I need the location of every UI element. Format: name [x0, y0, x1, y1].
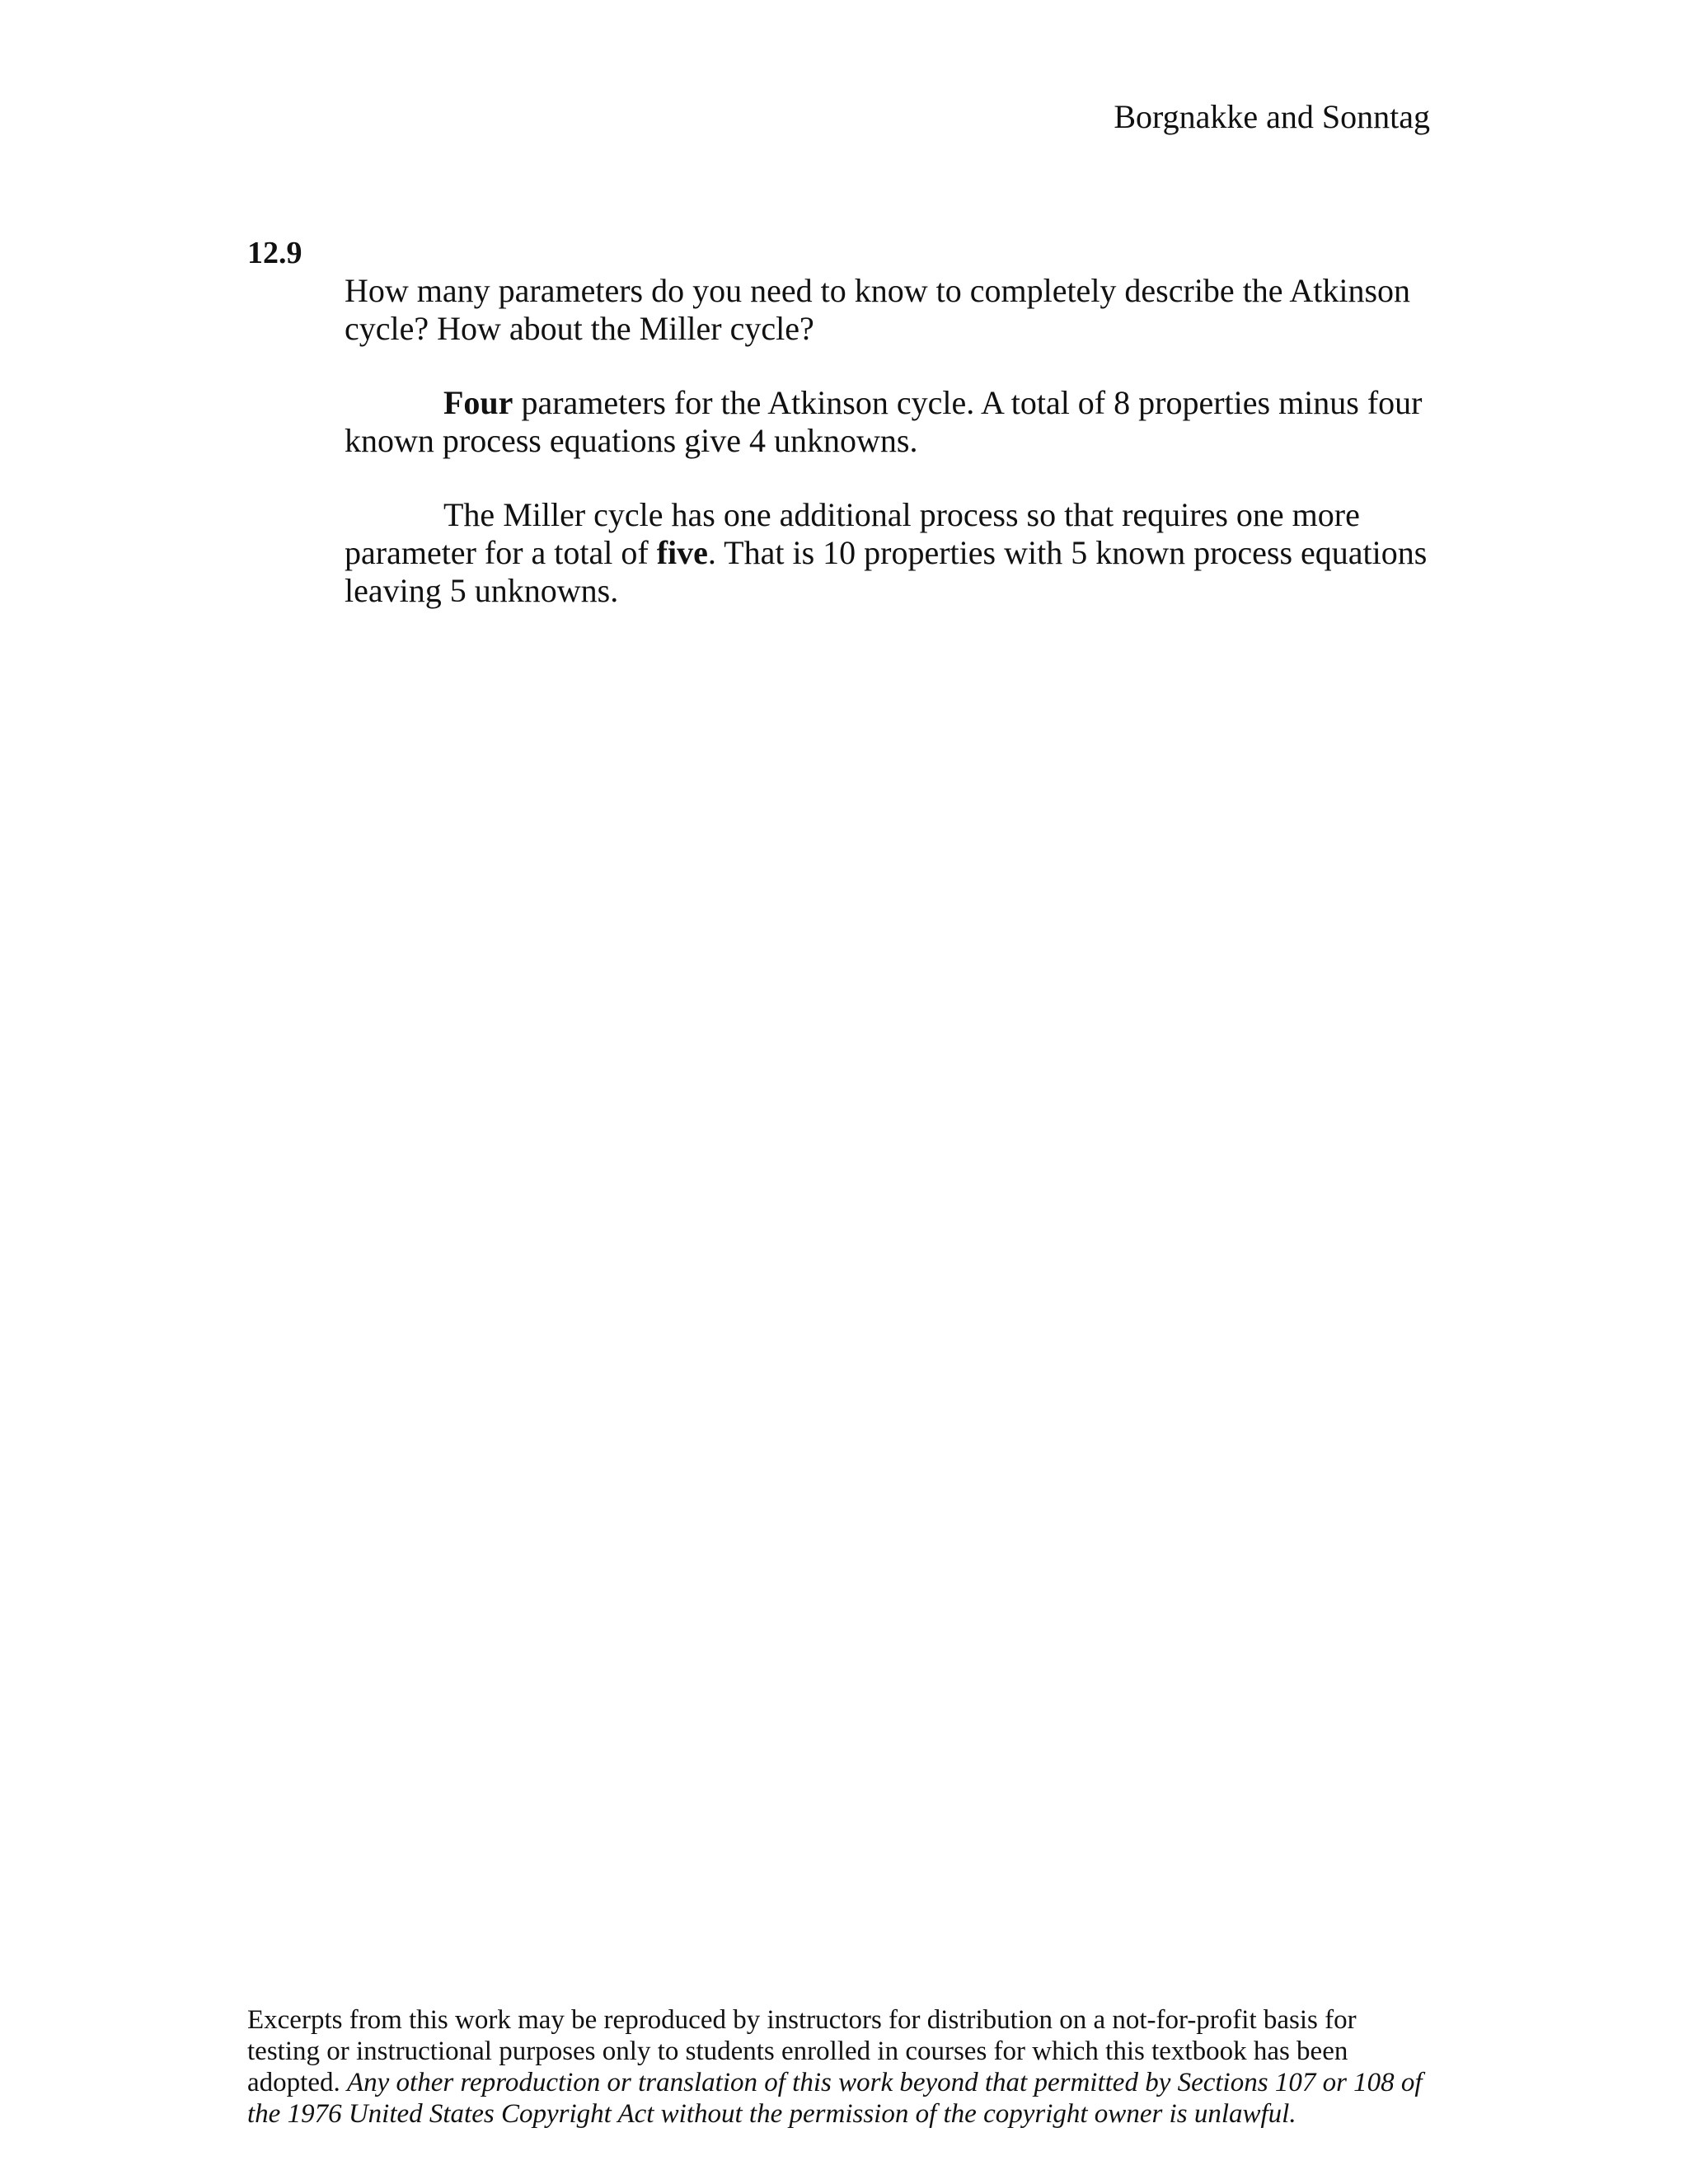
copyright-notice-italic: Any other reproduction or translation of this work beyond that permitted by Sections 107 or 108 of the 1976 United States Copyright Act without the permission of the copyright owner is unlawful.: [247, 2068, 1423, 2129]
header-author: Borgnakke and Sonntag: [1114, 98, 1430, 135]
copyright-notice: [247, 2004, 1434, 2130]
answer-miller-text-before: The Miller cycle has one additional process so that requires one more parameter for a total of: [345, 496, 1360, 571]
answer-atkinson-bold: Four: [443, 384, 513, 421]
answer-miller-text-after: . That is 10 properties with 5 known process equations leaving 5 unknowns.: [345, 534, 1428, 609]
copyright-notice-regular: Excerpts from this work may be reproduced by instructors for distribution on a not-for-profit basis for testing or instructional purposes only to students enrolled in courses for which this textbook has been adopted.: [247, 2005, 1357, 2097]
answer-atkinson: [345, 384, 1432, 460]
problem-body: [345, 272, 1432, 646]
answer-atkinson-text: parameters for the Atkinson cycle. A total of 8 properties minus four known process equations give 4 unknowns.: [345, 384, 1423, 459]
problem-number: 12.9: [247, 236, 302, 270]
answer-miller-bold: five: [656, 534, 708, 571]
answer-miller: [345, 496, 1432, 610]
problem-question: How many parameters do you need to know to completely describe the Atkinson cycle? How about the Miller cycle?: [345, 272, 1411, 347]
